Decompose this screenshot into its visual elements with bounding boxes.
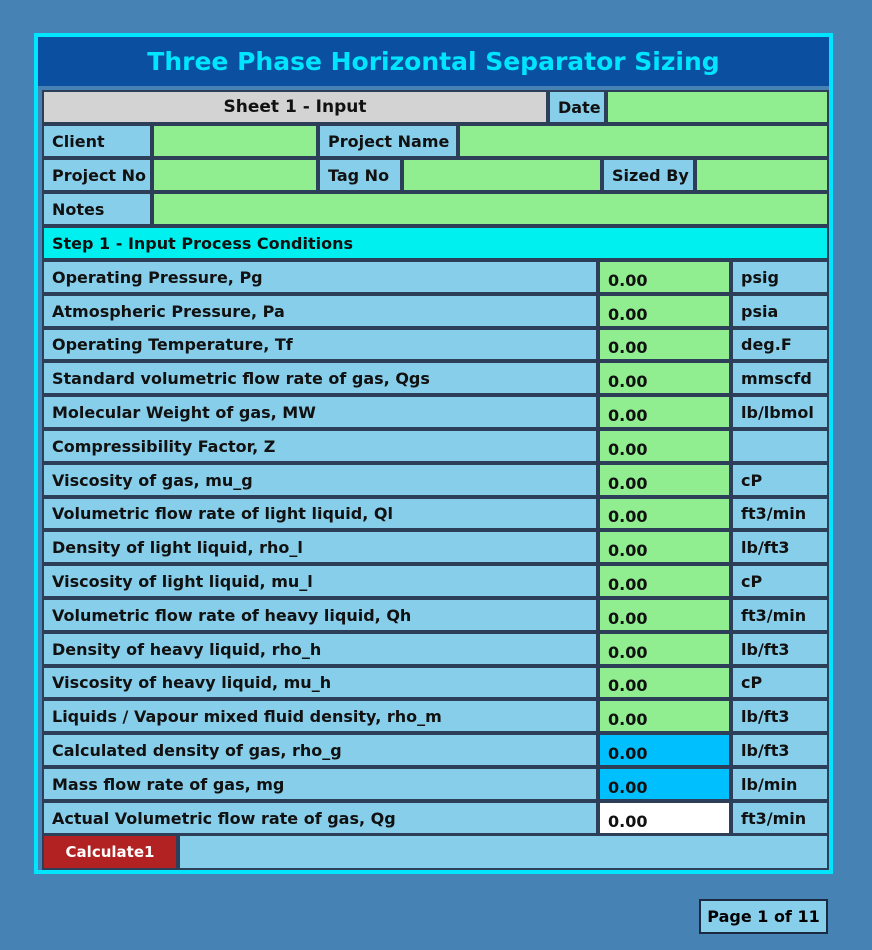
- row-value-input[interactable]: 0.00: [598, 632, 731, 666]
- sized-by-label: Sized By: [602, 158, 695, 192]
- row-value-input[interactable]: 0.00: [598, 328, 731, 361]
- row-value-input: 0.00: [598, 767, 731, 801]
- row-label: Compressibility Factor, Z: [42, 429, 598, 463]
- calculate-row-filler: [178, 834, 829, 870]
- row-value-input[interactable]: 0.00: [598, 395, 731, 429]
- row-value-input[interactable]: 0.00: [598, 497, 731, 530]
- row-value-input: 0.00: [598, 801, 731, 835]
- row-unit: cP: [731, 564, 829, 598]
- row-unit: ft3/min: [731, 801, 829, 835]
- row-unit: cP: [731, 666, 829, 699]
- row-unit: lb/ft3: [731, 632, 829, 666]
- row-label: Actual Volumetric flow rate of gas, Qg: [42, 801, 598, 835]
- tag-no-label: Tag No: [318, 158, 402, 192]
- project-no-label: Project No: [42, 158, 152, 192]
- row-label: Liquids / Vapour mixed fluid density, rho_m: [42, 699, 598, 733]
- row-unit: lb/lbmol: [731, 395, 829, 429]
- row-label: Atmospheric Pressure, Pa: [42, 294, 598, 328]
- tag-no-input[interactable]: [402, 158, 602, 192]
- date-label: Date: [548, 90, 606, 124]
- row-unit: lb/ft3: [731, 699, 829, 733]
- sized-by-input[interactable]: [695, 158, 829, 192]
- project-name-input[interactable]: [458, 124, 829, 158]
- project-name-label: Project Name: [318, 124, 458, 158]
- row-value-input[interactable]: 0.00: [598, 699, 731, 733]
- calculate-button[interactable]: Calculate1: [42, 834, 178, 870]
- row-unit: psia: [731, 294, 829, 328]
- app-title: Three Phase Horizontal Separator Sizing: [38, 37, 829, 86]
- row-unit: [731, 429, 829, 463]
- row-value-input[interactable]: 0.00: [598, 429, 731, 463]
- row-value-input[interactable]: 0.00: [598, 598, 731, 632]
- row-value-input[interactable]: 0.00: [598, 260, 731, 294]
- row-label: Operating Pressure, Pg: [42, 260, 598, 294]
- row-value-input[interactable]: 0.00: [598, 530, 731, 564]
- row-label: Viscosity of gas, mu_g: [42, 463, 598, 497]
- row-label: Molecular Weight of gas, MW: [42, 395, 598, 429]
- row-value-input[interactable]: 0.00: [598, 361, 731, 395]
- row-label: Calculated density of gas, rho_g: [42, 733, 598, 767]
- row-unit: psig: [731, 260, 829, 294]
- page-indicator: Page 1 of 11: [699, 899, 828, 934]
- row-label: Density of light liquid, rho_l: [42, 530, 598, 564]
- date-input[interactable]: [606, 90, 829, 124]
- row-unit: mmscfd: [731, 361, 829, 395]
- row-value-input[interactable]: 0.00: [598, 666, 731, 699]
- row-label: Operating Temperature, Tf: [42, 328, 598, 361]
- row-value-input[interactable]: 0.00: [598, 564, 731, 598]
- row-unit: lb/ft3: [731, 733, 829, 767]
- row-label: Density of heavy liquid, rho_h: [42, 632, 598, 666]
- row-unit: cP: [731, 463, 829, 497]
- row-label: Volumetric flow rate of light liquid, Ql: [42, 497, 598, 530]
- row-label: Volumetric flow rate of heavy liquid, Qh: [42, 598, 598, 632]
- row-value-input[interactable]: 0.00: [598, 463, 731, 497]
- row-value-input: 0.00: [598, 733, 731, 767]
- row-unit: lb/ft3: [731, 530, 829, 564]
- notes-input[interactable]: [152, 192, 829, 226]
- notes-label: Notes: [42, 192, 152, 226]
- sheet-title: Sheet 1 - Input: [42, 90, 548, 124]
- separator-sizing-sheet: [34, 33, 833, 874]
- project-no-input[interactable]: [152, 158, 318, 192]
- row-label: Standard volumetric flow rate of gas, Qgs: [42, 361, 598, 395]
- row-value-input[interactable]: 0.00: [598, 294, 731, 328]
- row-label: Viscosity of light liquid, mu_l: [42, 564, 598, 598]
- row-label: Viscosity of heavy liquid, mu_h: [42, 666, 598, 699]
- client-label: Client: [42, 124, 152, 158]
- row-label: Mass flow rate of gas, mg: [42, 767, 598, 801]
- client-input[interactable]: [152, 124, 318, 158]
- row-unit: lb/min: [731, 767, 829, 801]
- row-unit: ft3/min: [731, 598, 829, 632]
- step1-heading: Step 1 - Input Process Conditions: [42, 226, 829, 260]
- row-unit: ft3/min: [731, 497, 829, 530]
- row-unit: deg.F: [731, 328, 829, 361]
